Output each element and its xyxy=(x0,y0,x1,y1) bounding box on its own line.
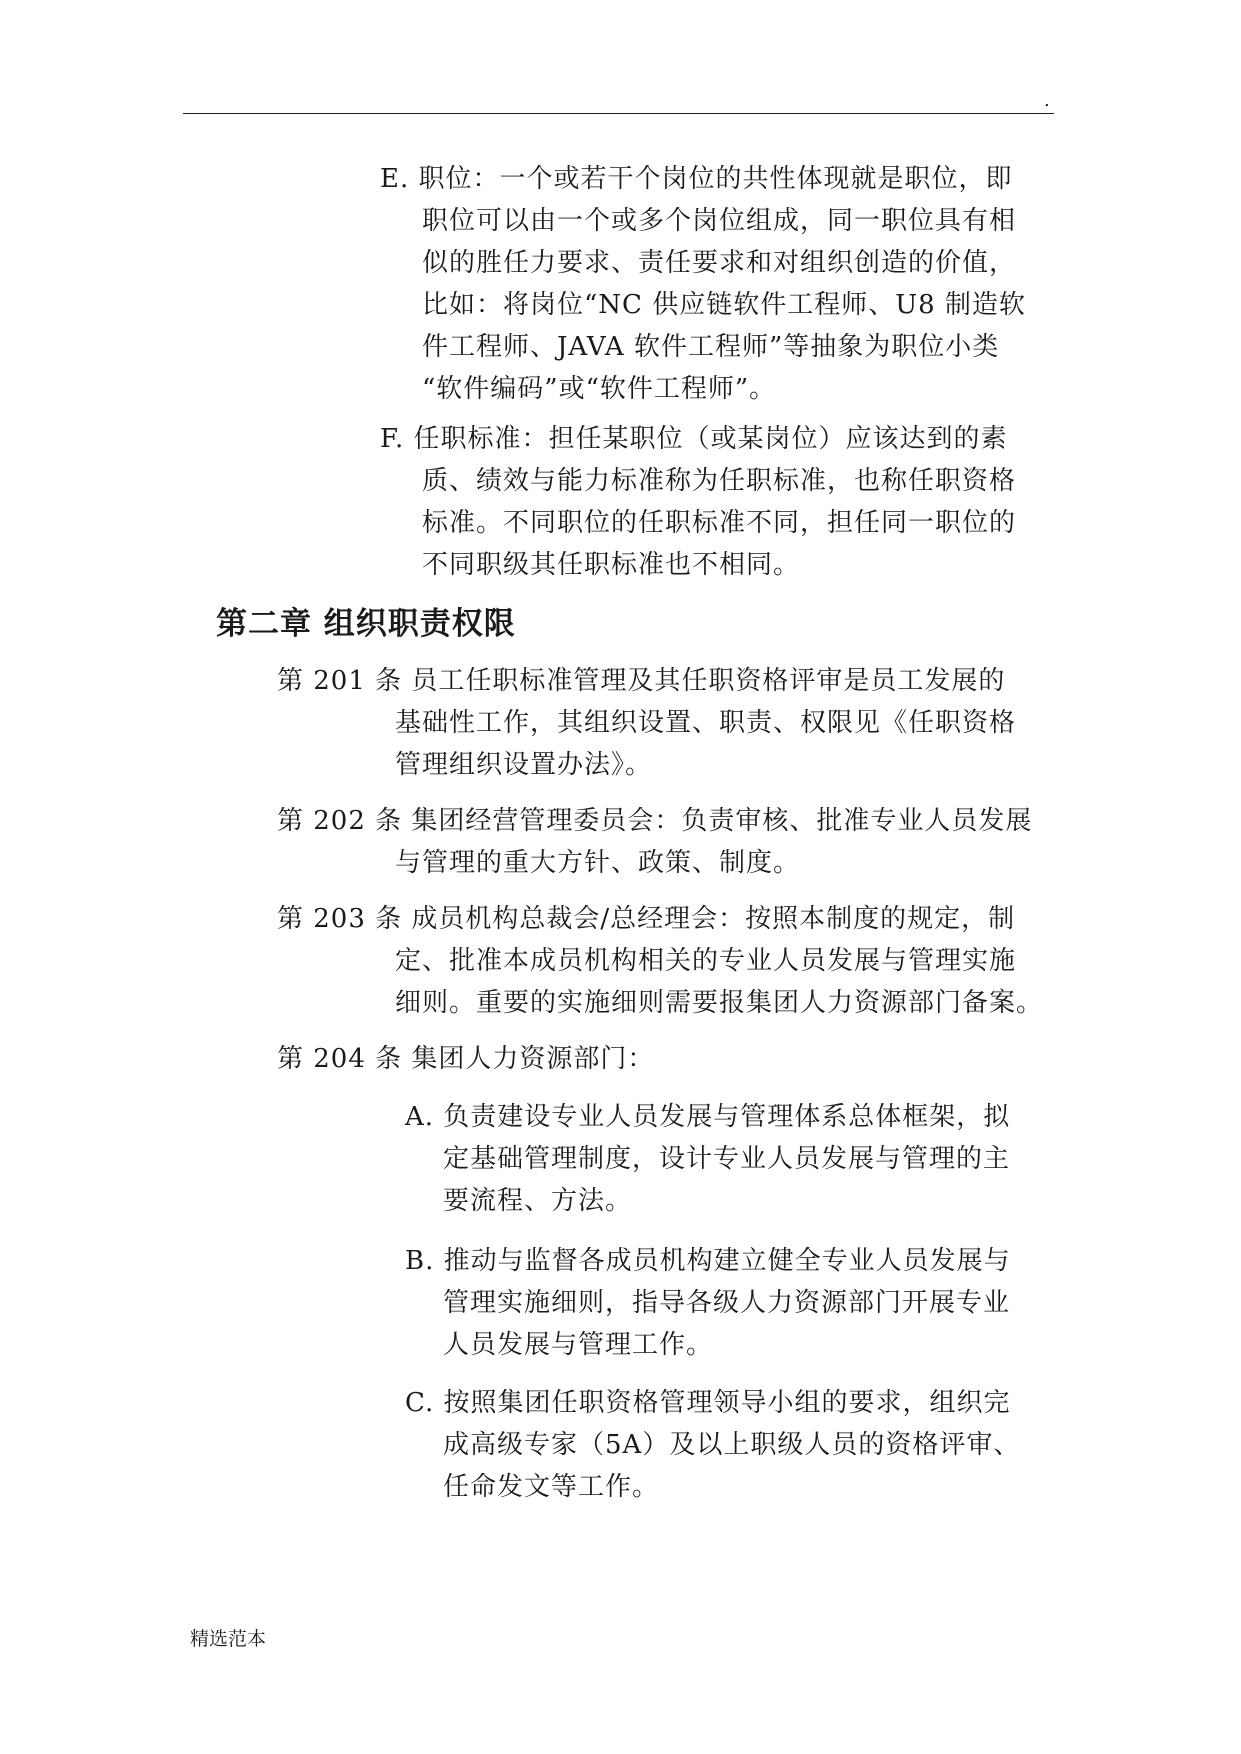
article-203 xyxy=(277,898,1043,1024)
line: 似的胜任力要求、责任要求和对组织创造的价值， xyxy=(422,248,1017,278)
header-mark: . xyxy=(1044,90,1050,111)
sub-item-c xyxy=(405,1382,1020,1508)
line: 管理实施细则，指导各级人力资源部门开展专业 xyxy=(443,1288,1011,1318)
chapter-title: 第二章 组织职责权限 xyxy=(216,606,516,642)
line: 第 203 条 成员机构总裁会/总经理会：按照本制度的规定，制 xyxy=(277,904,1016,934)
line: B. 推动与监督各成员机构建立健全专业人员发展与 xyxy=(405,1246,1011,1276)
article-204 xyxy=(277,1038,654,1080)
line: 与管理的重大方针、政策、制度。 xyxy=(395,848,801,878)
article-202 xyxy=(277,800,1032,884)
line: E. 职位：一个或若干个岗位的共性体现就是职位，即 xyxy=(380,164,1013,194)
line: 比如：将岗位“NC 供应链软件工程师、U8 制造软 xyxy=(422,290,1026,320)
definition-item-e xyxy=(380,158,1026,410)
line: 人员发展与管理工作。 xyxy=(443,1330,714,1360)
article-201 xyxy=(277,660,1016,786)
line: 任命发文等工作。 xyxy=(443,1472,660,1502)
line: 要流程、方法。 xyxy=(443,1186,633,1216)
line: 第 201 条 员工任职标准管理及其任职资格评审是员工发展的 xyxy=(277,666,1006,696)
line: 细则。重要的实施细则需要报集团人力资源部门备案。 xyxy=(395,988,1044,1018)
definition-item-f xyxy=(380,418,1016,586)
footer-label: 精选范本 xyxy=(190,1628,267,1650)
header-rule xyxy=(183,113,1054,114)
sub-item-a xyxy=(405,1096,1010,1222)
line: A. 负责建设专业人员发展与管理体系总体框架，拟 xyxy=(405,1102,1011,1132)
line: 件工程师、JAVA 软件工程师”等抽象为职位小类 xyxy=(422,332,1000,362)
line: 不同职级其任职标准也不相同。 xyxy=(422,550,801,580)
line: 第 204 条 集团人力资源部门： xyxy=(277,1044,655,1074)
line: 定、批准本成员机构相关的专业人员发展与管理实施 xyxy=(395,946,1017,976)
line: 质、绩效与能力标准称为任职标准，也称任职资格 xyxy=(422,466,1017,496)
line: F. 任职标准：担任某职位（或某岗位）应该达到的素 xyxy=(380,424,1008,454)
line: 职位可以由一个或多个岗位组成，同一职位具有相 xyxy=(422,206,1017,236)
line: “软件编码”或“软件工程师”。 xyxy=(422,374,777,404)
line: 定基础管理制度，设计专业人员发展与管理的主 xyxy=(443,1144,1011,1174)
sub-item-b xyxy=(405,1240,1011,1366)
line: C. 按照集团任职资格管理领导小组的要求，组织完 xyxy=(405,1388,1011,1418)
line: 管理组织设置办法》。 xyxy=(395,750,653,780)
line: 成高级专家（5A）及以上职级人员的资格评审、 xyxy=(443,1430,1021,1460)
line: 基础性工作，其组织设置、职责、权限见《任职资格 xyxy=(395,708,1017,738)
line: 标准。不同职位的任职标准不同，担任同一职位的 xyxy=(422,508,1017,538)
line: 第 202 条 集团经营管理委员会：负责审核、批准专业人员发展 xyxy=(277,806,1033,836)
